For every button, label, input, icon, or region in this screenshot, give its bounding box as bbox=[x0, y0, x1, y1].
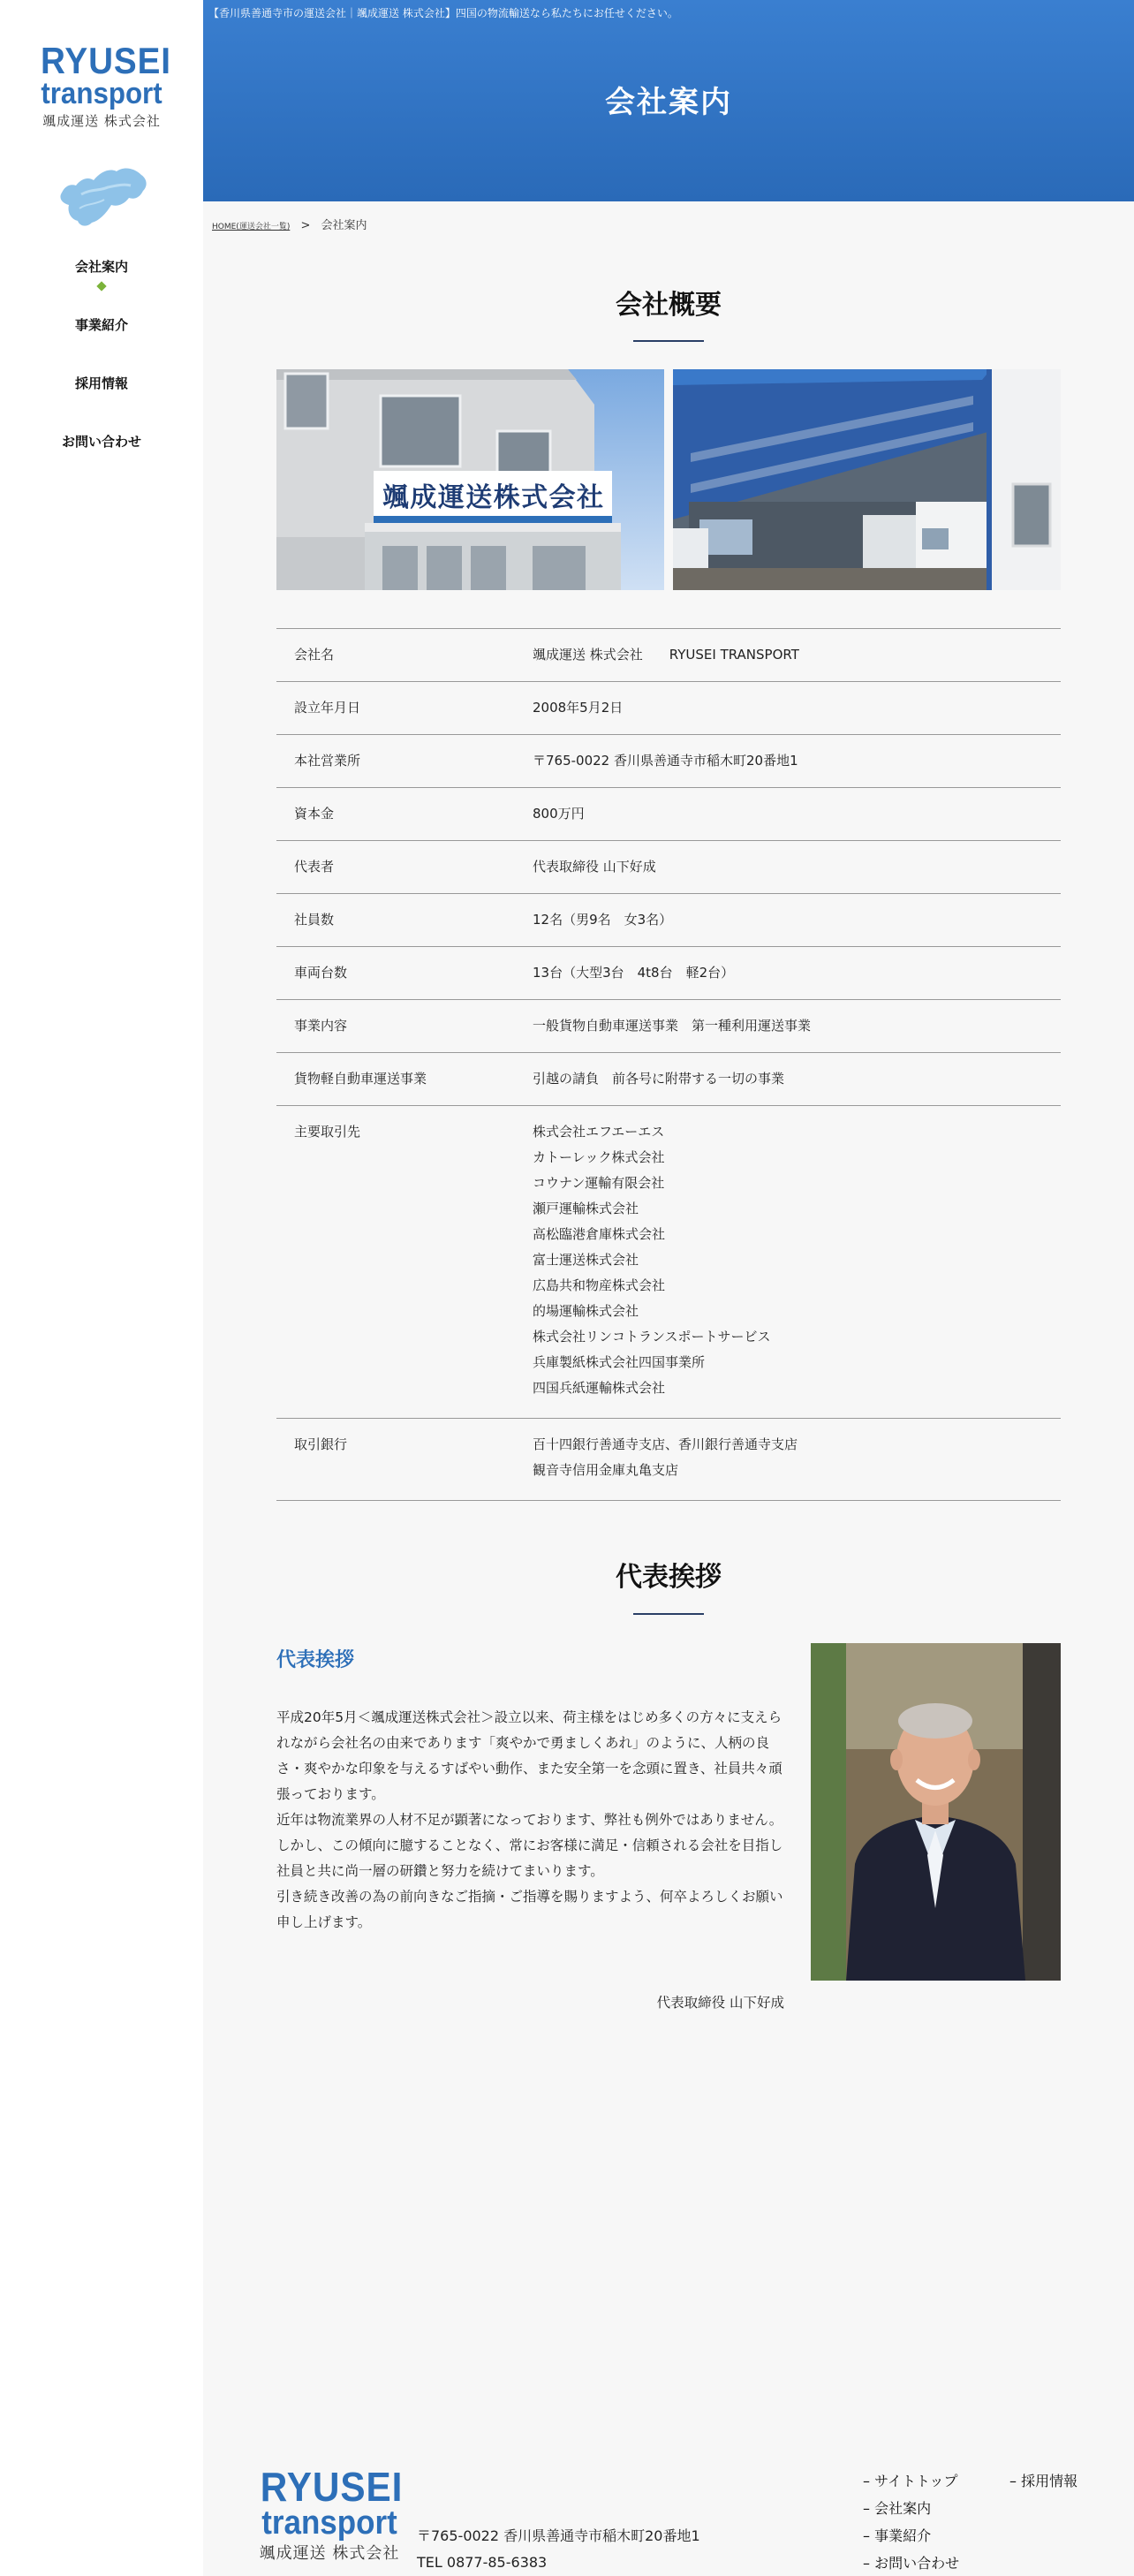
table-row-label: 資本金 bbox=[294, 806, 335, 822]
main-nav bbox=[0, 256, 203, 489]
table-row bbox=[276, 629, 1061, 682]
logo-text-ryusei: RYUSEI bbox=[41, 40, 171, 81]
truck-garage-photo bbox=[673, 369, 1061, 590]
table-row-label: 設立年月日 bbox=[294, 700, 361, 716]
greeting-heading-rule bbox=[633, 1613, 704, 1615]
greeting-heading: 代表挨拶 bbox=[616, 1562, 722, 1593]
table-row-value: 一般貨物自動車運送事業 第一種利用運送事業 bbox=[533, 1018, 812, 1034]
breadcrumb bbox=[212, 216, 367, 232]
table-row-label: 会社名 bbox=[294, 647, 335, 663]
footer-address-text: 〒765-0022 香川県善通寺市稲木町20番地1 bbox=[417, 2527, 700, 2544]
table-row bbox=[276, 735, 1061, 788]
breadcrumb-home-link[interactable]: HOME(運送会社一覧) bbox=[212, 223, 291, 231]
table-row-label: 代表者 bbox=[294, 859, 335, 875]
table-row bbox=[276, 1053, 1061, 1106]
table-row-value: 代表取締役 山下好成 bbox=[533, 859, 656, 875]
page-title: 会社案内 bbox=[605, 85, 732, 120]
table-row-label: 本社営業所 bbox=[294, 753, 361, 769]
client-item: 高松臨港倉庫株式会社 bbox=[533, 1226, 666, 1242]
footer-link-label: 事業紹介 bbox=[874, 2527, 932, 2544]
table-row bbox=[276, 841, 1061, 894]
clients-list bbox=[533, 1106, 1061, 1419]
active-indicator-icon bbox=[96, 281, 106, 291]
footer-logo-company-name: 颯成運送 株式会社 bbox=[259, 2544, 400, 2563]
breadcrumb-current: 会社案内 bbox=[321, 219, 367, 232]
footer-link-contact[interactable]: – お問い合わせ bbox=[863, 2555, 960, 2572]
client-item: 兵庫製紙株式会社四国事業所 bbox=[533, 1354, 706, 1370]
footer-contact bbox=[417, 2523, 700, 2576]
client-item: 富士運送株式会社 bbox=[533, 1252, 639, 1268]
greeting-paragraph: しかし、この傾向に臆することなく、常にお客様に満足・信頼される会社を目指し社員と共に尚一層の研鑽と努力を続けてまいります。 bbox=[276, 1837, 783, 1879]
table-row bbox=[276, 894, 1061, 947]
nav-item-business[interactable] bbox=[0, 314, 203, 373]
table-row-value: 引越の請負 前各号に附帯する一切の事業 bbox=[533, 1071, 785, 1087]
client-item: 広島共和物産株式会社 bbox=[533, 1277, 666, 1293]
footer-link-label: サイトトップ bbox=[874, 2473, 958, 2489]
client-item: カトーレック株式会社 bbox=[533, 1149, 665, 1165]
nav-label-company: 会社案内 bbox=[74, 259, 128, 275]
table-row bbox=[276, 1000, 1061, 1053]
nav-item-company[interactable] bbox=[0, 256, 203, 314]
table-row-label: 事業内容 bbox=[294, 1018, 348, 1034]
table-row-clients bbox=[276, 1106, 1061, 1419]
office-building-photo bbox=[276, 369, 664, 590]
greeting-message bbox=[276, 1705, 784, 1936]
table-row-value: 12名（男9名 女3名） bbox=[533, 912, 673, 928]
table-row bbox=[276, 788, 1061, 841]
building-sign-text: 颯成運送株式会社 bbox=[382, 482, 603, 513]
client-item: 株式会社リンコトランスポートサービス bbox=[533, 1329, 771, 1345]
nav-label-contact: お問い合わせ bbox=[61, 434, 141, 450]
banks-list bbox=[533, 1419, 1061, 1501]
greeting-paragraph: 近年は物流業界の人材不足が顕著になっております、弊社も例外ではありません。 bbox=[276, 1812, 783, 1828]
footer-logo[interactable] bbox=[254, 2466, 404, 2564]
logo-company-name: 颯成運送 株式会社 bbox=[42, 113, 161, 129]
greeting-paragraph: 平成20年5月＜颯成運送株式会社＞設立以来、荷主様をはじめ多くの方々に支えられながら会社名の由来であります「爽やかで勇ましくあれ」のように、人柄の良さ・爽やかな印象を与えるすばやい動作、また安全第一を念頭に置き、社員共々頑張っております。 bbox=[276, 1709, 782, 1802]
client-item: 株式会社エフエーエス bbox=[533, 1124, 665, 1140]
footer-link-label: 会社案内 bbox=[874, 2500, 932, 2517]
client-item: 四国兵紙運輸株式会社 bbox=[533, 1380, 666, 1396]
overview-heading-rule bbox=[633, 340, 704, 342]
table-row-label: 車両台数 bbox=[294, 965, 348, 981]
table-row-label: 社員数 bbox=[294, 912, 335, 928]
page-header bbox=[203, 0, 1134, 201]
bank-item: 百十四銀行善通寺支店、香川銀行善通寺支店 bbox=[533, 1436, 798, 1452]
site-logo[interactable] bbox=[35, 40, 171, 130]
greeting-paragraph: 引き続き改善の為の前向きなご指摘・ご指導を賜りますよう、何卒よろしくお願い申し上げます。 bbox=[276, 1889, 783, 1930]
site-tagline: 【香川県善通寺市の運送会社｜颯成運送 株式会社】四国の物流輸送なら私たちにお任せください。 bbox=[208, 7, 678, 19]
footer-logo-text-ryusei: RYUSEI bbox=[260, 2464, 404, 2510]
nav-item-contact[interactable] bbox=[0, 431, 203, 489]
table-row-value: 颯成運送 株式会社 RYUSEI TRANSPORT bbox=[533, 647, 799, 663]
nav-label-business: 事業紹介 bbox=[74, 317, 128, 333]
greeting-subtitle: 代表挨拶 bbox=[276, 1649, 355, 1671]
table-row-value: 〒765-0022 香川県善通寺市稲木町20番地1 bbox=[533, 753, 798, 769]
client-item: コウナン運輸有限会社 bbox=[533, 1175, 665, 1191]
footer-link-recruit[interactable]: – 採用情報 bbox=[1009, 2473, 1078, 2489]
breadcrumb-separator: > bbox=[300, 219, 311, 232]
footer-link-label: 採用情報 bbox=[1021, 2473, 1078, 2489]
client-item: 的場運輸株式会社 bbox=[533, 1303, 639, 1319]
footer-link-label: お問い合わせ bbox=[874, 2555, 960, 2572]
table-row-value: 800万円 bbox=[533, 806, 585, 822]
table-row bbox=[276, 947, 1061, 1000]
shikoku-map-icon bbox=[55, 159, 152, 230]
sidebar bbox=[0, 0, 203, 2576]
company-overview-table bbox=[276, 628, 1061, 1501]
table-row-label: 取引銀行 bbox=[294, 1436, 348, 1452]
greeting-signature: 代表取締役 山下好成 bbox=[656, 1995, 784, 2011]
logo-text-transport: transport bbox=[41, 77, 163, 110]
nav-item-recruit[interactable] bbox=[0, 373, 203, 431]
client-item: 瀬戸運輸株式会社 bbox=[533, 1201, 639, 1216]
table-row-banks bbox=[276, 1419, 1061, 1501]
table-row-value: 13台（大型3台 4t8台 軽2台） bbox=[533, 965, 735, 981]
nav-label-recruit: 採用情報 bbox=[74, 375, 128, 391]
table-row-label: 主要取引先 bbox=[294, 1124, 361, 1140]
footer-link-company[interactable]: – 会社案内 bbox=[863, 2500, 932, 2517]
bank-item: 観音寺信用金庫丸亀支店 bbox=[533, 1462, 679, 1478]
footer-link-business[interactable]: – 事業紹介 bbox=[863, 2527, 932, 2544]
footer-link-sitetop[interactable]: – サイトトップ bbox=[863, 2473, 958, 2489]
footer-tel-text: TEL 0877-85-6383 bbox=[417, 2554, 548, 2571]
footer-logo-text-transport: transport bbox=[261, 2504, 397, 2542]
table-row-label: 貨物軽自動車運送事業 bbox=[294, 1071, 427, 1087]
table-row bbox=[276, 682, 1061, 735]
overview-heading: 会社概要 bbox=[616, 290, 722, 321]
table-row-value: 2008年5月2日 bbox=[533, 700, 624, 716]
ceo-portrait-photo bbox=[811, 1643, 1061, 1981]
